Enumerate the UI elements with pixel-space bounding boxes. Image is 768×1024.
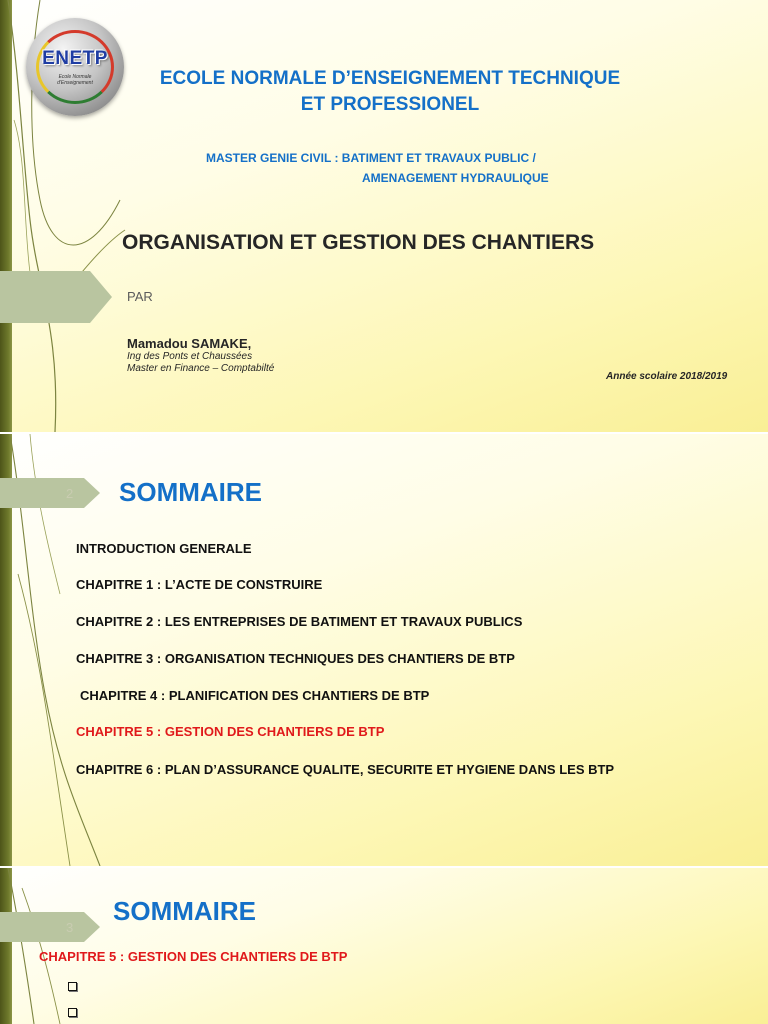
author-role-2: Master en Finance – Comptabilté	[127, 363, 275, 374]
logo-subtext: Ecole Normale d'Enseignement	[57, 74, 93, 86]
course-title: ORGANISATION ET GESTION DES CHANTIERS	[122, 231, 595, 254]
toc-item-chapter-6: CHAPITRE 6 : PLAN D’ASSURANCE QUALITE, SECURITE ET HYGIENE DANS LES BTP	[76, 762, 615, 777]
chapter-5-heading: CHAPITRE 5 : GESTION DES CHANTIERS DE BTP	[39, 949, 348, 964]
school-name	[120, 66, 660, 118]
toc-item-chapter-5: CHAPITRE 5 : GESTION DES CHANTIERS DE BTP	[76, 724, 385, 739]
toc-item-chapter-4: CHAPITRE 4 : PLANIFICATION DES CHANTIERS DE BTP	[80, 688, 430, 703]
slide-number-tag	[0, 912, 100, 942]
decorative-lines	[0, 868, 200, 1024]
checkbox-bullet-icon	[68, 1008, 77, 1017]
school-name-line2: ET PROFESSIONEL	[300, 94, 480, 115]
left-accent-bar	[0, 868, 12, 1024]
slide-number: 2	[66, 486, 74, 501]
summary-slide	[0, 434, 768, 866]
logo-text: ENETP	[42, 48, 108, 69]
author-role-1: Ing des Ponts et Chaussées	[127, 351, 253, 362]
author-name: Mamadou SAMAKE,	[127, 336, 252, 351]
toc-item-chapter-1: CHAPITRE 1 : L’ACTE DE CONSTRUIRE	[76, 577, 323, 592]
slide-number-tag	[0, 478, 100, 508]
school-logo	[26, 18, 124, 116]
school-name-line1: ECOLE NORMALE D’ENSEIGNEMENT TECHNIQUE	[159, 68, 621, 89]
title-slide	[0, 0, 768, 432]
slide-number: 3	[66, 920, 74, 935]
summary-title: SOMMAIRE	[119, 477, 262, 507]
toc-item-introduction: INTRODUCTION GENERALE	[76, 541, 252, 556]
toc-item-chapter-2: CHAPITRE 2 : LES ENTREPRISES DE BATIMENT ET TRAVAUX PUBLICS	[76, 614, 523, 629]
par-label: PAR	[127, 289, 153, 304]
checkbox-bullet-icon	[68, 982, 77, 991]
slide-arrow-tag	[0, 271, 112, 323]
summary-title: SOMMAIRE	[113, 896, 256, 926]
school-year: Année scolaire 2018/2019	[606, 371, 728, 382]
left-accent-bar	[0, 0, 12, 432]
master-program-line2: AMENAGEMENT HYDRAULIQUE	[362, 171, 549, 185]
chapter-summary-slide	[0, 868, 768, 1024]
toc-item-chapter-3: CHAPITRE 3 : ORGANISATION TECHNIQUES DES CHANTIERS DE BTP	[76, 651, 515, 666]
master-program-line1: MASTER GENIE CIVIL : BATIMENT ET TRAVAUX PUBLIC /	[206, 151, 536, 165]
